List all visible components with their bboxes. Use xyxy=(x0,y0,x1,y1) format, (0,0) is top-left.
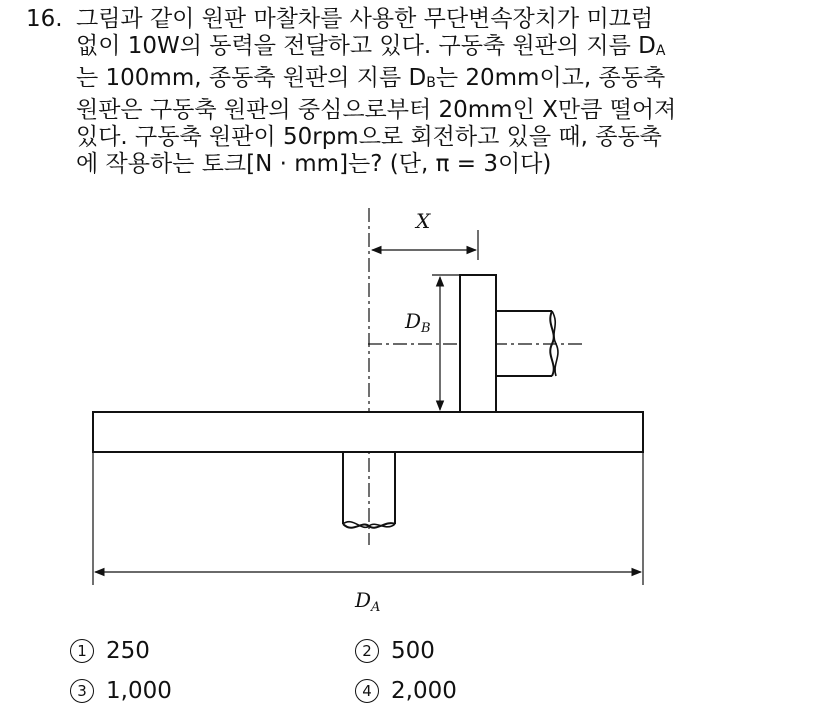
question-line-3: 는 100mm, 종동축 원판의 지름 DB는 20mm이고, 종동축 xyxy=(76,65,666,91)
choice-number-4: 4 xyxy=(355,679,379,703)
driven-disc xyxy=(460,275,496,412)
choice-number-2: 2 xyxy=(355,639,379,663)
choice-1[interactable]: 1 250 xyxy=(70,636,150,666)
question-line-5: 있다. 구동축 원판이 50rpm으로 회전하고 있을 때, 종동축 xyxy=(76,124,662,150)
question-line-4: 원판은 구동축 원판의 중심으로부터 20mm인 X만큼 떨어져 xyxy=(76,97,677,123)
choice-number-1: 1 xyxy=(70,639,94,663)
question-line-1: 16. 그림과 같이 원판 마찰차를 사용한 무단변속장치가 미끄럼 xyxy=(26,6,654,32)
diagram-svg xyxy=(0,200,826,620)
subscript-b: B xyxy=(426,75,436,91)
question-line-6: 에 작용하는 토크[N · mm]는? (단, π = 3이다) xyxy=(76,151,552,177)
drive-disc xyxy=(93,412,643,452)
subscript-a: A xyxy=(655,43,666,59)
question-line-2: 없이 10W의 동력을 전달하고 있다. 구동축 원판의 지름 DA xyxy=(76,33,666,59)
choice-number-3: 3 xyxy=(70,679,94,703)
friction-disc-figure xyxy=(0,200,826,620)
label-x: X xyxy=(416,209,431,233)
choice-3[interactable]: 3 1,000 xyxy=(70,676,172,706)
question-number: 16. xyxy=(26,6,63,32)
question-text xyxy=(26,6,816,178)
choice-4[interactable]: 4 2,000 xyxy=(355,676,457,706)
label-db: $D_B$ xyxy=(405,309,431,336)
label-da: $D_A$ xyxy=(355,588,381,615)
choice-2[interactable]: 2 500 xyxy=(355,636,435,666)
